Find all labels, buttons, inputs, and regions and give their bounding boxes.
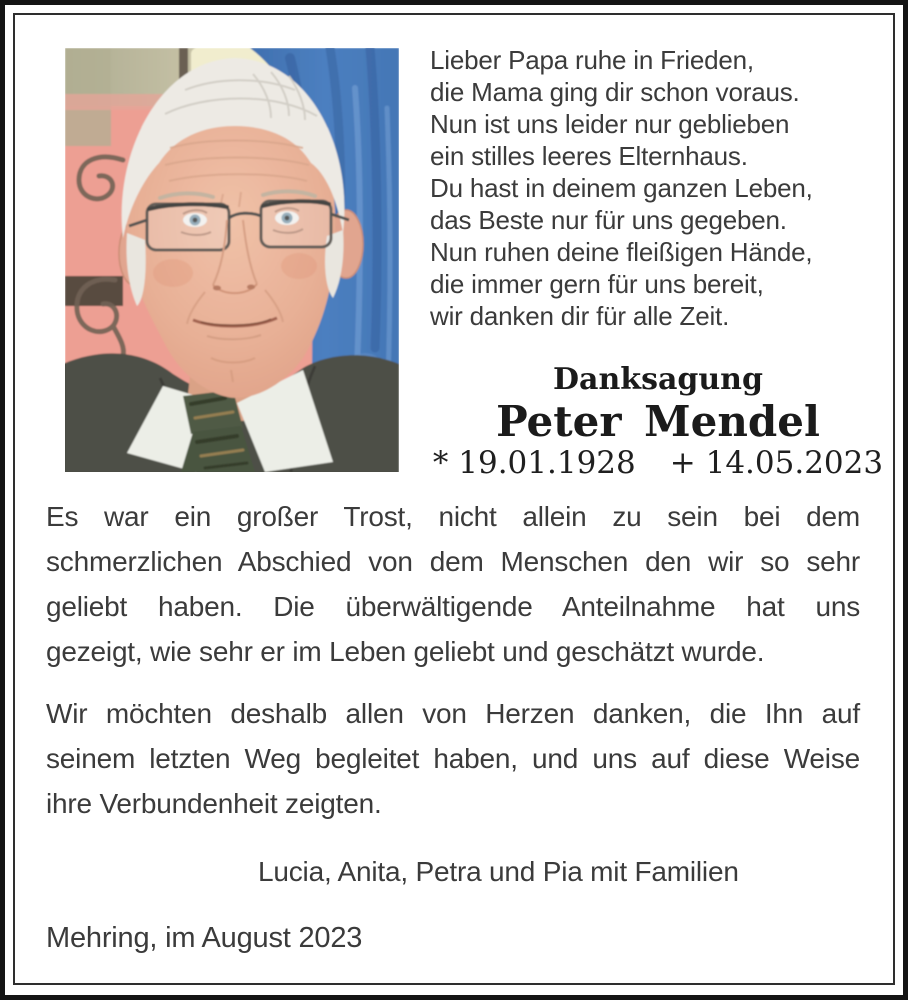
- paragraph-line: Es war ein großer Trost, nicht allein zu sein bei dem: [46, 501, 860, 532]
- paragraph-line: seinem letzten Weg begleitet haben, und uns auf diese Weise: [46, 743, 860, 774]
- paragraph-line: geliebt haben. Die überwältigende Anteilnahme hat uns: [46, 591, 860, 622]
- poem-line: Du hast in deinem ganzen Leben,: [430, 173, 813, 203]
- poem-line: wir danken dir für alle Zeit.: [430, 301, 730, 331]
- paragraph-line: gezeigt, wie sehr er im Leben geliebt und geschätzt wurde.: [46, 636, 765, 667]
- place-date: Mehring, im August 2023: [46, 922, 363, 954]
- paragraph-line: Wir möchten deshalb allen von Herzen danken, die Ihn auf: [46, 698, 860, 729]
- poem-line: das Beste nur für uns gegeben.: [430, 205, 787, 235]
- paragraph-line: schmerzlichen Abschied von dem Menschen den wir so sehr: [46, 546, 860, 577]
- poem-and-header-column: [430, 44, 886, 482]
- poem-line: Nun ist uns leider nur geblieben: [430, 109, 790, 139]
- poem-line: Lieber Papa ruhe in Frieden,: [430, 45, 754, 75]
- poem-line: die Mama ging dir schon voraus.: [430, 77, 800, 107]
- condolence-paragraph-2: [46, 691, 860, 826]
- paragraph-line: ihre Verbundenheit zeigten.: [46, 788, 382, 819]
- signature-names: Lucia, Anita, Petra und Pia mit Familien: [258, 856, 739, 887]
- memorial-title: Danksagung: [553, 362, 763, 397]
- deceased-name: Peter Mendel: [496, 397, 820, 446]
- condolence-paragraph-1: [46, 494, 860, 674]
- portrait-photo: [65, 48, 399, 472]
- poem-line: Nun ruhen deine fleißigen Hände,: [430, 237, 813, 267]
- poem-line: die immer gern für uns bereit,: [430, 269, 764, 299]
- poem-line: ein stilles leeres Elternhaus.: [430, 141, 748, 171]
- death-date: + 14.05.2023: [669, 445, 884, 481]
- life-dates: [430, 445, 886, 482]
- birth-date: * 19.01.1928: [432, 445, 636, 481]
